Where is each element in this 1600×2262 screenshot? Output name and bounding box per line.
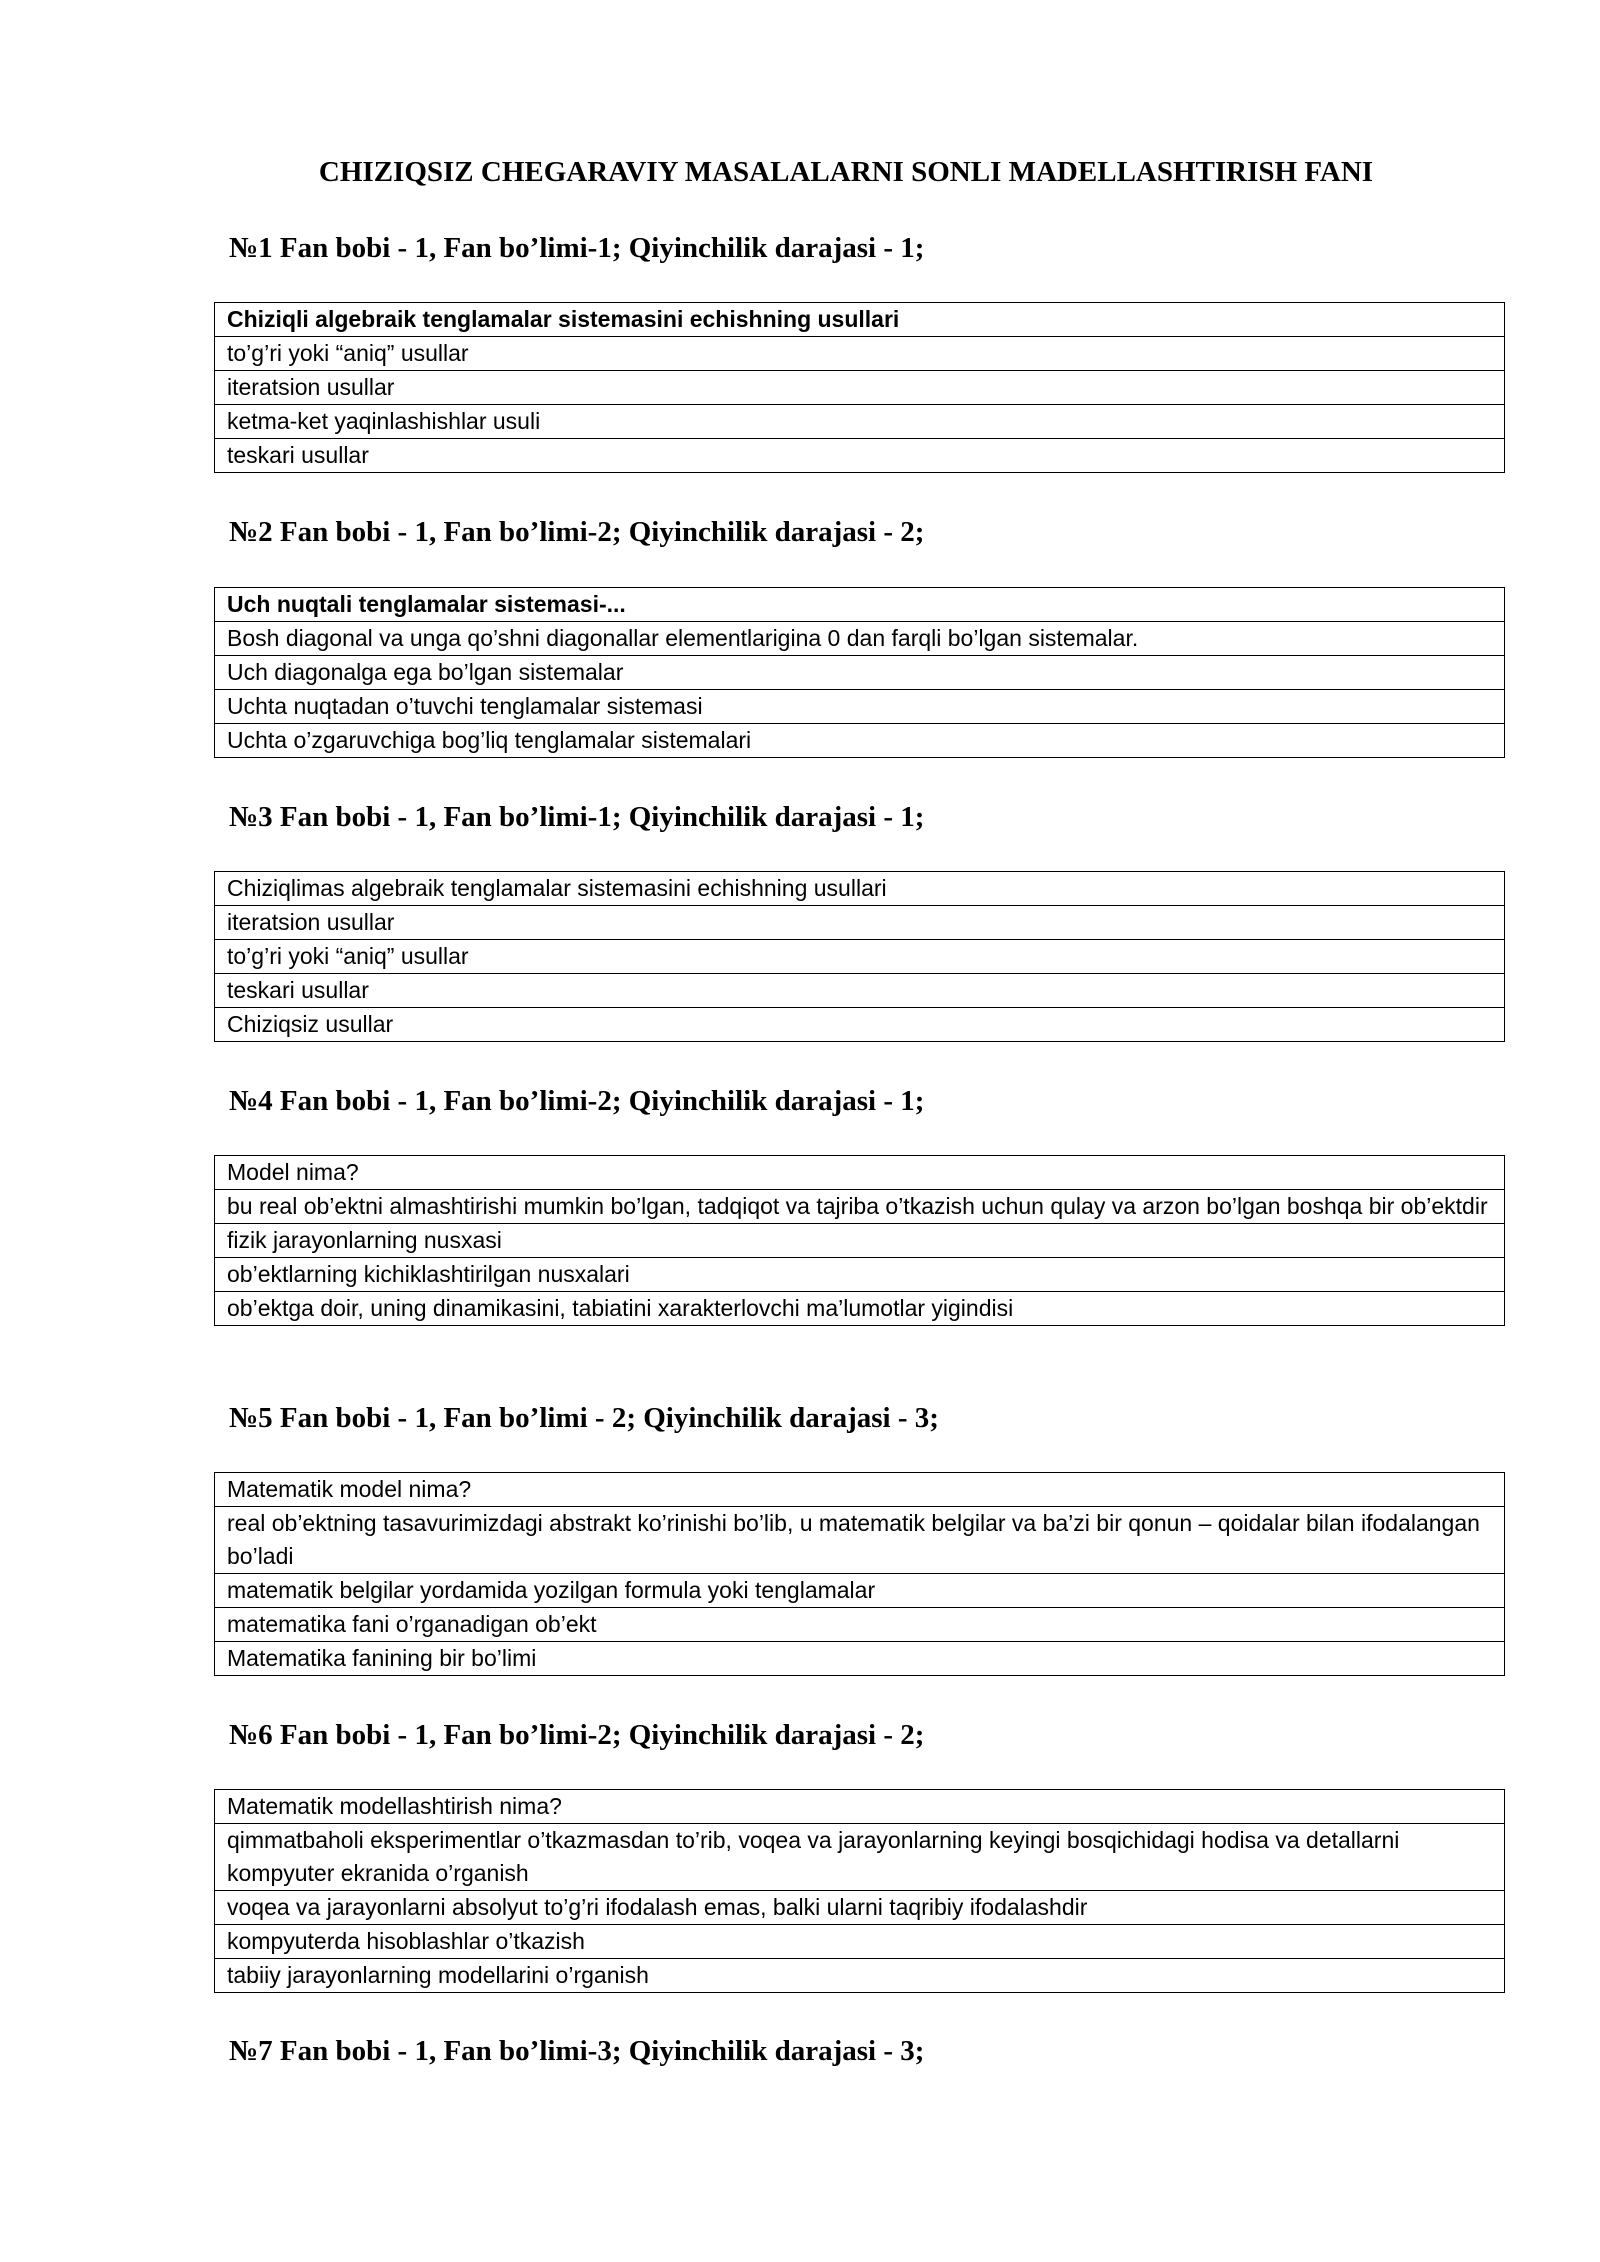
answer-option: matematik belgilar yordamida yozilgan formula yoki tenglamalar	[215, 1573, 1504, 1607]
question-text: Matematik modellashtirish nima?	[227, 1793, 562, 1819]
document-title: CHIZIQSIZ CHEGARAVIY MASALALARNI SONLI MADELLASHTIRISH FANI	[318, 156, 1374, 188]
answer-option: Uch diagonalga ega bo’lgan sistemalar	[215, 655, 1504, 689]
answer-option: ob’ektga doir, uning dinamikasini, tabiatini xarakterlovchi ma’lumotlar yigindisi	[215, 1291, 1504, 1325]
answer-option: Uchta o’zgaruvchiga bog’liq tenglamalar sistemalari	[215, 723, 1504, 757]
answer-option: teskari usullar	[215, 438, 1504, 472]
question-table-3	[214, 871, 1505, 1042]
question-text: Model nima?	[227, 1159, 359, 1185]
answer-option: voqea va jarayonlarni absolyut to’g’ri ifodalash emas, balki ularni taqribiy ifodalashdir	[215, 1890, 1504, 1924]
answer-option: qimmatbaholi eksperimentlar o’tkazmasdan to’rib, voqea va jarayonlarning keyingi bosqichidagi hodisa va detallarni kompyuter ekranida o’rganish	[215, 1823, 1504, 1890]
answer-option: Uchta nuqtadan o’tuvchi tenglamalar sistemasi	[215, 689, 1504, 723]
answer-option: ob’ektlarning kichiklashtirilgan nusxalari	[215, 1257, 1504, 1291]
question-table-2	[214, 587, 1505, 758]
answer-option: iteratsion usullar	[215, 370, 1504, 404]
question-text: Chiziqlimas algebraik tenglamalar sistemasini echishning usullari	[227, 875, 887, 901]
question-text: Chiziqli algebraik tenglamalar sistemasini echishning usullari	[227, 306, 900, 332]
answer-option: matematika fani o’rganadigan ob’ekt	[215, 1607, 1504, 1641]
question-heading-5: №5 Fan bobi - 1, Fan bo’limi - 2; Qiyinchilik darajasi - 3;	[229, 1402, 939, 1434]
question-table-6	[214, 1789, 1505, 1993]
question-table-5	[214, 1472, 1505, 1676]
answer-option: to’g’ri yoki “aniq” usullar	[215, 336, 1504, 370]
question-table-1	[214, 302, 1505, 473]
question-text: Uch nuqtali tenglamalar sistemasi-...	[227, 591, 626, 617]
answer-option: kompyuterda hisoblashlar o’tkazish	[215, 1924, 1504, 1958]
answer-option: ketma-ket yaqinlashishlar usuli	[215, 404, 1504, 438]
question-heading-1: №1 Fan bobi - 1, Fan bo’limi-1; Qiyinchilik darajasi - 1;	[229, 232, 925, 264]
answer-option: tabiiy jarayonlarning modellarini o’rganish	[215, 1958, 1504, 1992]
answer-option: real ob’ektning tasavurimizdagi abstrakt ko’rinishi bo’lib, u matematik belgilar va ba’zi bir qonun – qoidalar bilan ifodalangan bo’ladi	[215, 1506, 1504, 1573]
answer-option: teskari usullar	[215, 973, 1504, 1007]
answer-option: Chiziqsiz usullar	[215, 1007, 1504, 1041]
answer-option: iteratsion usullar	[215, 905, 1504, 939]
answer-option: fizik jarayonlarning nusxasi	[215, 1223, 1504, 1257]
answer-option: Matematika fanining bir bo’limi	[215, 1641, 1504, 1675]
answer-option: Bosh diagonal va unga qo’shni diagonallar elementlarigina 0 dan farqli bo’lgan sistemalar.	[215, 621, 1504, 655]
question-heading-2: №2 Fan bobi - 1, Fan bo’limi-2; Qiyinchilik darajasi - 2;	[229, 516, 925, 548]
question-table-4	[214, 1155, 1505, 1326]
question-heading-7: №7 Fan bobi - 1, Fan bo’limi-3; Qiyinchilik darajasi - 3;	[229, 2035, 925, 2067]
question-heading-6: №6 Fan bobi - 1, Fan bo’limi-2; Qiyinchilik darajasi - 2;	[229, 1719, 925, 1751]
question-heading-4: №4 Fan bobi - 1, Fan bo’limi-2; Qiyinchilik darajasi - 1;	[229, 1085, 925, 1117]
answer-option: to’g’ri yoki “aniq” usullar	[215, 939, 1504, 973]
answer-option: bu real ob’ektni almashtirishi mumkin bo’lgan, tadqiqot va tajriba o’tkazish uchun qulay va arzon bo’lgan boshqa bir ob’ektdir	[215, 1189, 1504, 1223]
question-heading-3: №3 Fan bobi - 1, Fan bo’limi-1; Qiyinchilik darajasi - 1;	[229, 801, 925, 833]
question-text: Matematik model nima?	[227, 1476, 472, 1502]
